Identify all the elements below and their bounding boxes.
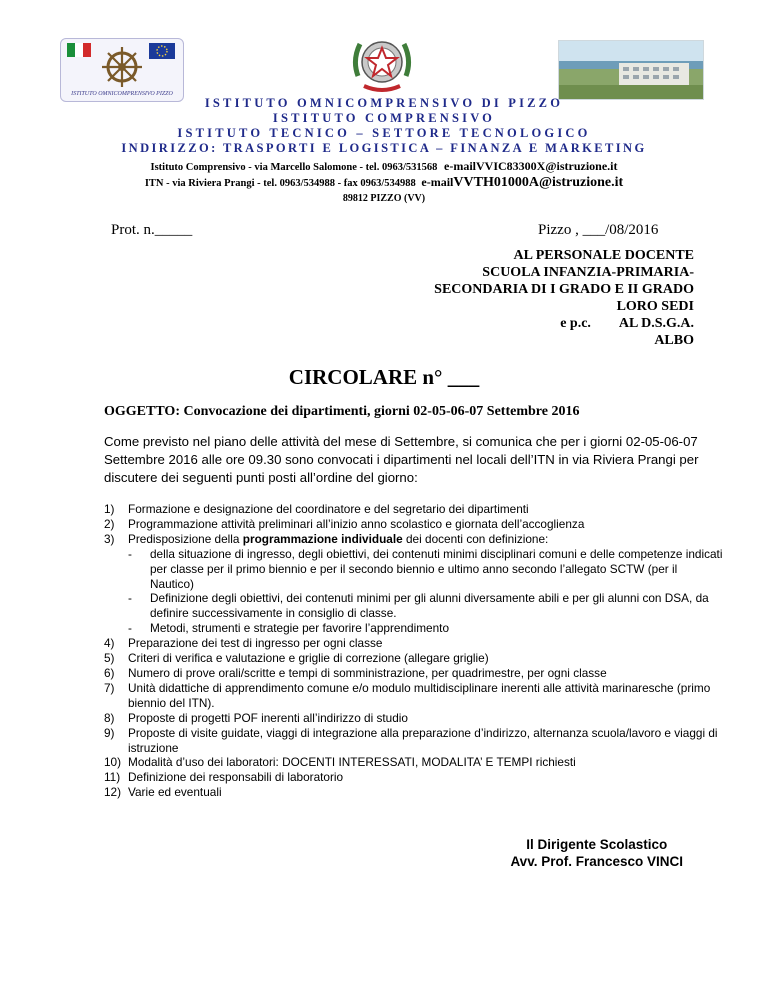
list-item [104,726,724,756]
header-line-1: ISTITUTO OMNICOMPRENSIVO DI PIZZO [204,96,564,110]
info-line-3: 89812 PIZZO (VV) [342,193,426,204]
info2-email[interactable]: VVTH01000A@istruzione.it [453,175,624,190]
item-text: Programmazione attività preliminari all’inizio anno scolastico e giornata dell’accoglienza [128,516,585,531]
list-item [104,681,724,711]
list-item [104,666,724,681]
item-number: 1) [104,502,115,516]
info1-text: Istituto Comprensivo - via Marcello Salomone - tel. 0963/531568 [150,162,438,173]
sub-text: Definizione degli obiettivi, dei contenuti minimi per gli alunni diversamente abili e per gli alunni con DSA, da definire successivamente in consiglio di classe. [150,591,709,621]
intro-paragraph: Come previsto nel piano delle attività del mese di Settembre, si comunica che per i giorni 02-05-06-07 Settembre 2016 alle ore 09.30 sono convocati i dipartimenti nel locali dell’ITN in via Riviera Prangi per discutere dei seguenti punti posti all’ordine del giorno: [104,434,699,485]
list-item [104,711,724,726]
info-line-1 [0,159,768,174]
subject-line: OGGETTO: Convocazione dei dipartimenti, giorni 02-05-06-07 Settembre 2016 [104,404,580,419]
item-number: 5) [104,651,115,666]
signature-name: Avv. Prof. Francesco VINCI [510,854,683,869]
list-item [104,502,724,517]
list-item [104,770,724,785]
item-number: 11) [104,770,121,785]
addressee-line-5 [434,315,694,332]
item-number: 12) [104,785,122,800]
addressee-line-4: LORO SEDI [616,299,694,314]
item-text: Formazione e designazione del coordinatore e del segretario dei dipartimenti [128,502,529,516]
item-text: Proposte di visite guidate, viaggi di integrazione alla preparazione d’indirizzo, alternanza scuola/lavoro e viaggi di istruzione [128,725,718,755]
sub-text: Metodi, strumenti e strategie per favorire l’apprendimento [150,621,450,636]
addressee-line-6: ALBO [654,333,694,348]
info1-email-prefix: e-mail [444,159,476,173]
addressee-pc: e p.c. [560,316,591,331]
info2-email-prefix: e-mail [421,175,454,189]
ship-wheel-logo-icon [61,39,183,101]
item-text-bold: programmazione individuale [242,531,403,546]
item-text: Proposte di progetti POF inerenti all’indirizzo di studio [128,710,408,725]
item-text: Definizione dei responsabili di laboratorio [128,770,344,785]
building-photo-icon [559,41,703,99]
sub-item [104,547,724,592]
item-number: 7) [104,680,115,695]
signature-block [510,836,683,870]
list-item [104,755,724,770]
item-number: 6) [104,665,115,680]
list-item [104,651,724,666]
item-number: 2) [104,516,115,531]
addressees-block [434,247,694,349]
item-number: 10) [104,755,122,770]
header-line-2: ISTITUTO COMPRENSIVO [272,111,496,125]
item-number: 8) [104,710,115,725]
info1-email[interactable]: VVIC83300X@istruzione.it [476,159,618,173]
list-item [104,785,724,800]
sub-dash: - [128,591,132,606]
addressee-dsga: AL D.S.G.A. [618,316,694,331]
protocol-number: Prot. n._____ [111,222,193,238]
addressee-line-3: SECONDARIA DI I GRADO E II GRADO [434,282,694,297]
item-number: 3) [104,531,115,546]
header-line-4: INDIRIZZO: TRASPORTI E LOGISTICA – FINANZA E MARKETING [121,141,647,155]
list-item [104,532,724,547]
info2-text: ITN - via Riviera Prangi - tel. 0963/534988 - fax 0963/534988 [144,178,416,189]
sub-dash: - [128,621,132,636]
emblem-icon [350,30,414,98]
item-text: dei docenti con definizione: [402,531,549,546]
addressee-line-2: SCUOLA INFANZIA-PRIMARIA- [482,265,694,280]
sub-item [104,621,724,636]
item-text: Modalità d’uso dei laboratori: DOCENTI INTERESSATI, MODALITA’ E TEMPI richiesti [128,755,576,770]
item-text: Numero di prove orali/scritte e tempi di somministrazione, per quadrimestre, per ogni classe [128,665,607,680]
sub-dash: - [128,546,132,561]
item-text: Varie ed eventuali [128,785,222,800]
item-number: 4) [104,636,115,651]
list-item [104,517,724,532]
addressee-line-1: AL PERSONALE DOCENTE [513,248,694,263]
sub-text: della situazione di ingresso, degli obiettivi, dei contenuti minimi disciplinari comuni e delle competenze indicati per classe per il primo biennio e per il secondo biennio e ultimo anno secondo l’allegato SCTW (per il Nautico) [150,546,723,591]
item-text: Predisposizione della [128,531,243,546]
logo-text: ISTITUTO OMNICOMPRENSIVO PIZZO [71,91,173,97]
place-date: Pizzo , ___/08/2016 [538,222,659,238]
item-text: Preparazione dei test di ingresso per ogni classe [128,636,383,651]
header-line-3: ISTITUTO TECNICO – SETTORE TECNOLOGICO [177,126,591,140]
item-text: Unità didattiche di apprendimento comune e/o modulo multidisciplinare inerenti alle attività marinaresche (primo biennio del ITN). [128,680,711,710]
item-text: Criteri di verifica e valutazione e griglie di correzione (allegare griglie) [128,651,489,666]
document-title: CIRCOLARE n° ___ [288,365,480,389]
signature-role: Il Dirigente Scolastico [526,837,668,852]
agenda-list [104,502,724,800]
info-line-2 [0,175,768,191]
list-item [104,636,724,651]
item-number: 9) [104,725,115,740]
school-building-photo [558,40,704,100]
italian-republic-emblem [350,30,414,98]
school-logo [60,38,184,102]
sub-item [104,591,724,621]
